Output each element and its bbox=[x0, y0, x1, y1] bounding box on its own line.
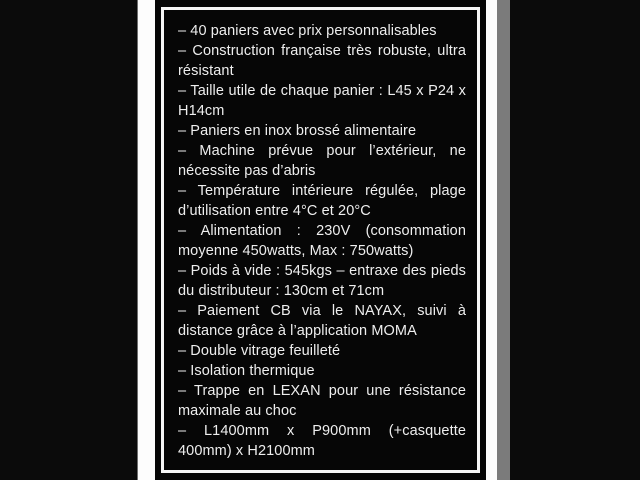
spec-item: – Poids à vide : 545kgs – entraxe des pieds du distributeur : 130cm et 71cm bbox=[178, 263, 466, 299]
spec-item: – Température intérieure régulée, plage d’utilisation entre 4°C et 20°C bbox=[178, 183, 466, 219]
spec-item: – Paniers en inox brossé alimentaire bbox=[178, 123, 417, 139]
spec-item: – Machine prévue pour l’extérieur, ne nécessite pas d’abris bbox=[178, 143, 466, 179]
spec-frame-border bbox=[161, 7, 480, 473]
left-white-strip bbox=[137, 0, 155, 480]
spec-item: – Alimentation : 230V (consommation moyenne 450watts, Max : 750watts) bbox=[178, 223, 466, 259]
spec-panel bbox=[155, 0, 486, 480]
spec-item: – L1400mm x P900mm (+casquette 400mm) x H2100mm bbox=[178, 423, 466, 459]
spec-item: – 40 paniers avec prix personnalisables bbox=[178, 23, 437, 39]
spec-item: – Trappe en LEXAN pour une résistance maximale au choc bbox=[178, 383, 466, 419]
right-white-strip bbox=[486, 0, 497, 480]
right-gray-strip bbox=[497, 0, 510, 480]
spec-item: – Isolation thermique bbox=[178, 363, 315, 379]
spec-item: – Double vitrage feuilleté bbox=[178, 343, 341, 359]
spec-item: – Construction française très robuste, ultra résistant bbox=[178, 43, 466, 79]
spec-item: – Paiement CB via le NAYAX, suivi à distance grâce à l’application MOMA bbox=[178, 303, 466, 339]
spec-item: – Taille utile de chaque panier : L45 x P24 x H14cm bbox=[178, 83, 466, 119]
spec-list bbox=[164, 10, 477, 470]
